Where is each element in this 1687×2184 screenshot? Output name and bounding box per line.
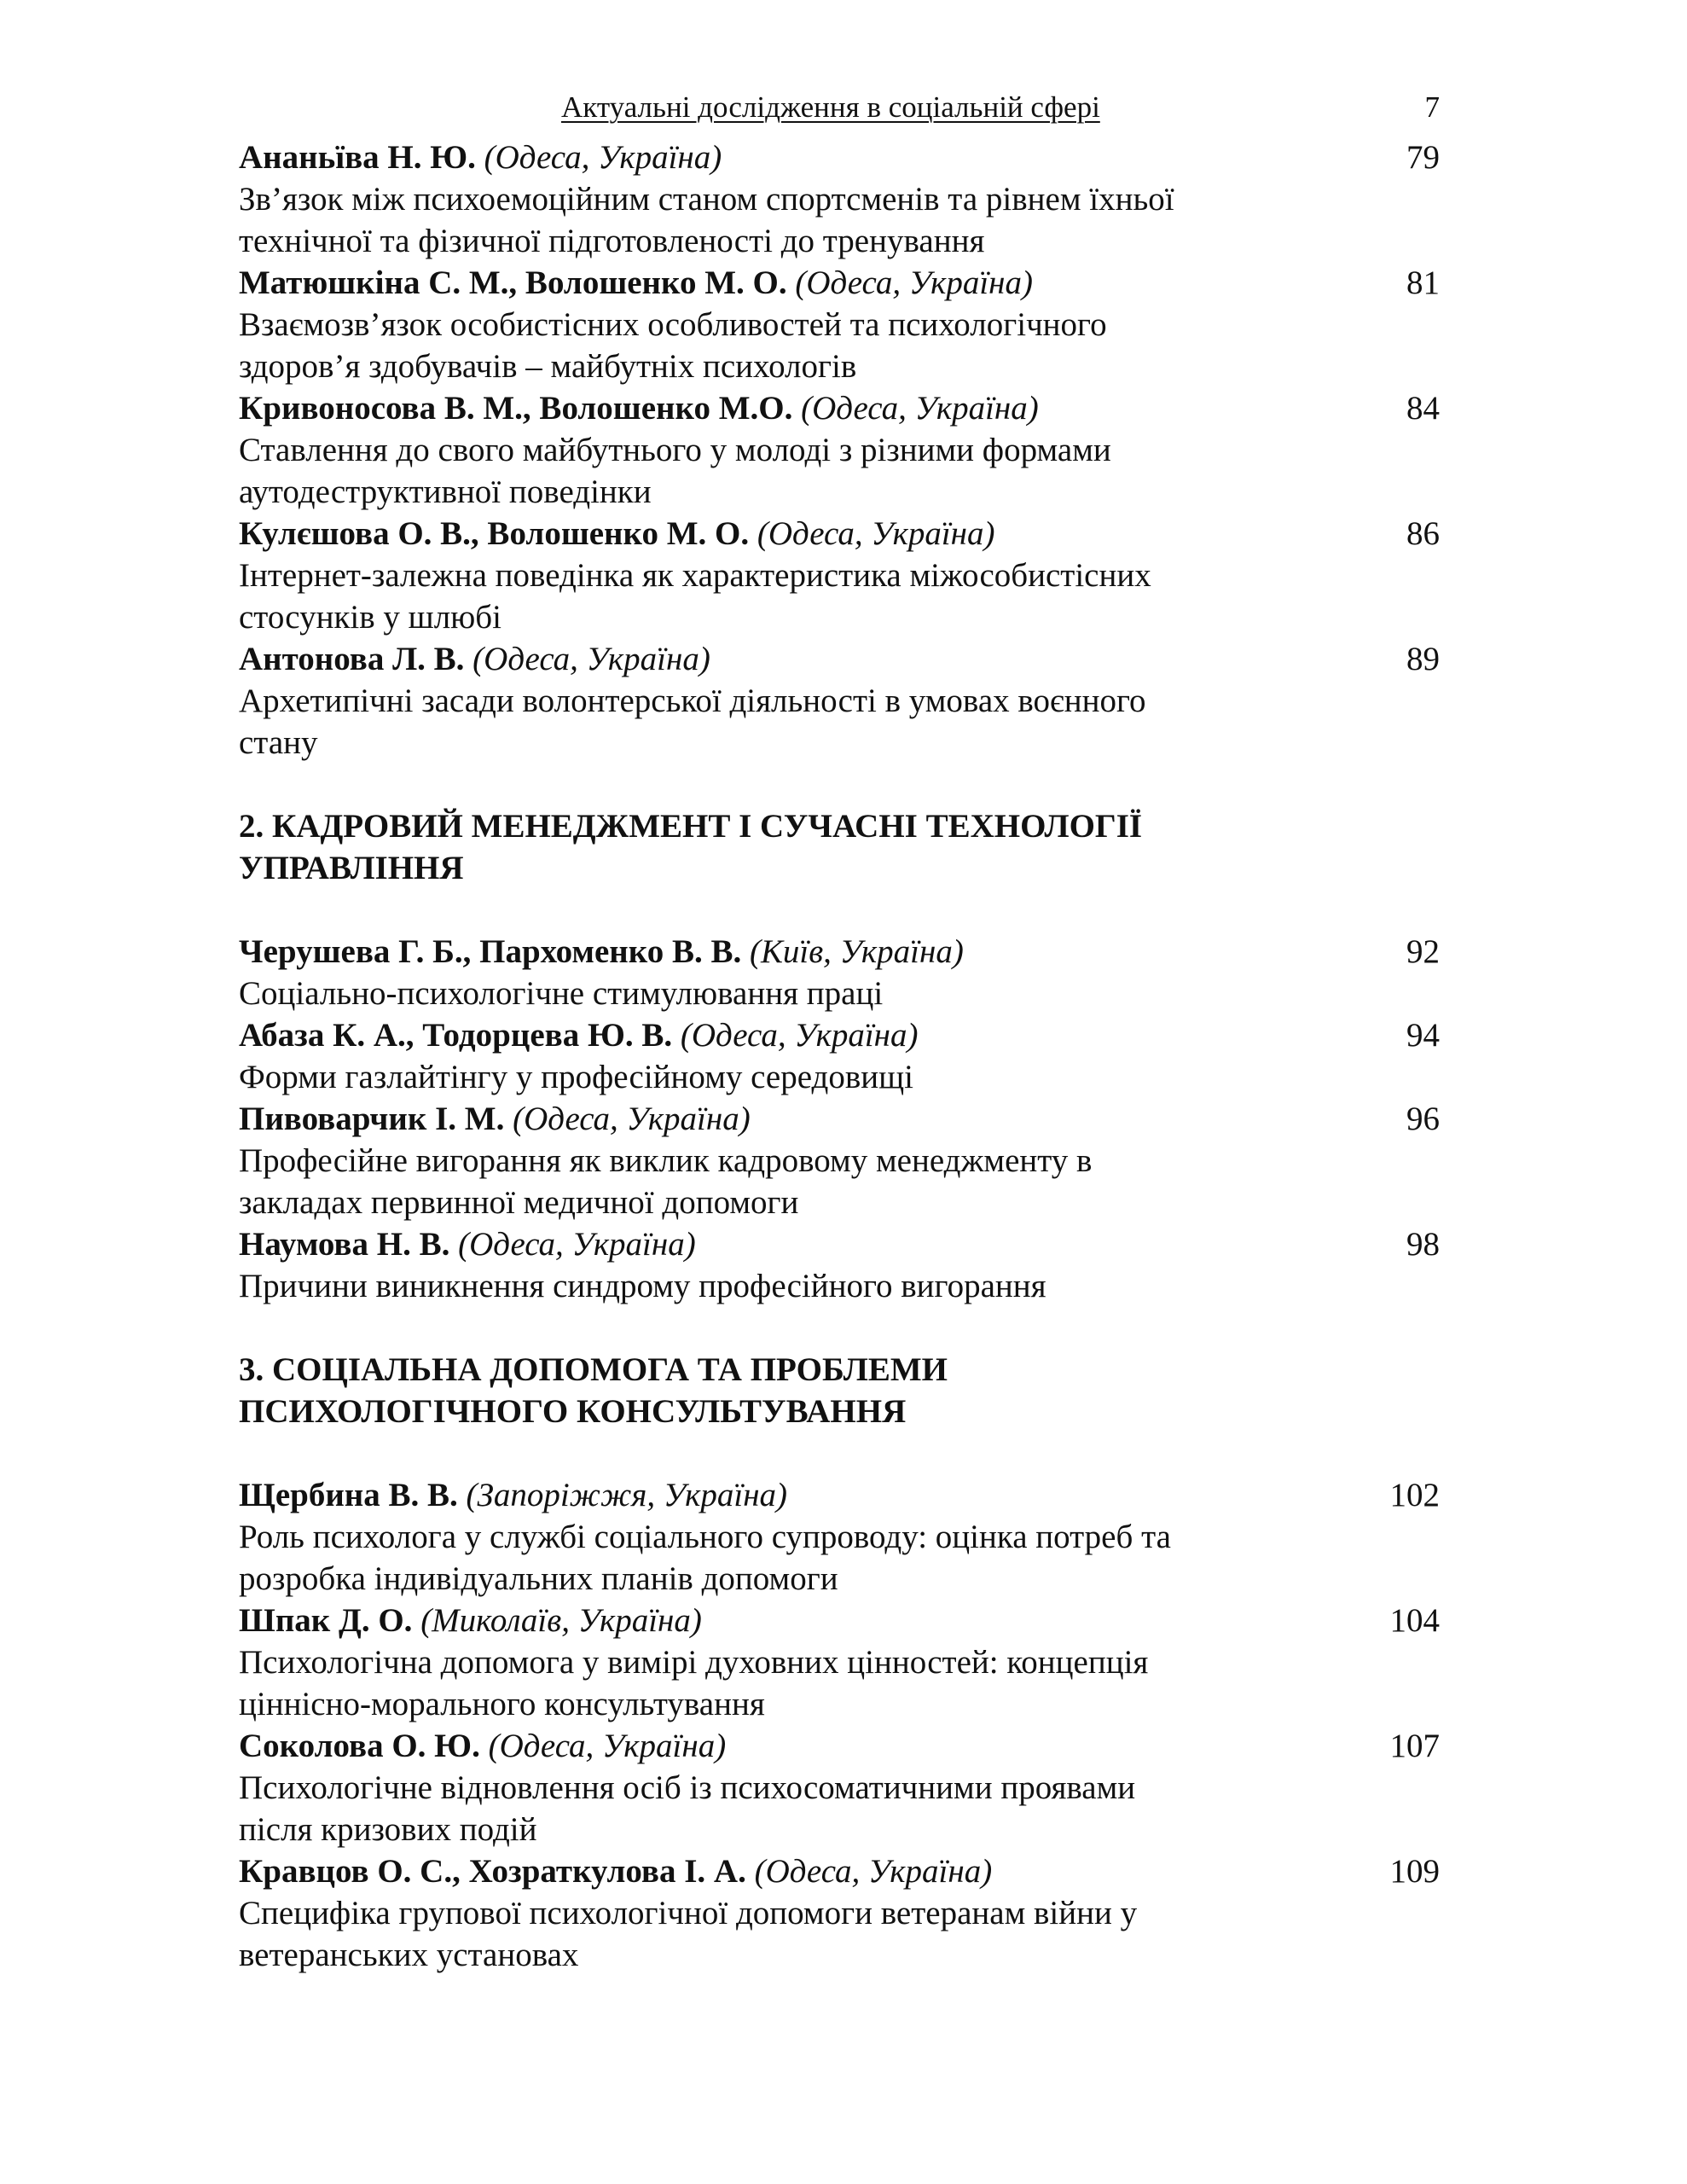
toc-entry-location: (Одеса, Україна) bbox=[472, 641, 710, 677]
toc-entry-byline bbox=[239, 262, 1033, 304]
toc-entry-byline bbox=[239, 638, 710, 680]
toc-entry-byline bbox=[239, 1098, 751, 1140]
toc-entry-head bbox=[239, 387, 1441, 429]
toc-entry-title-line: Роль психолога у службі соціального супроводу: оцінка потреб та bbox=[239, 1519, 1171, 1555]
toc-entry-authors: Антонова Л. В. bbox=[239, 641, 465, 677]
toc-entry-head bbox=[239, 136, 1441, 178]
section-heading bbox=[239, 1349, 1441, 1432]
document-page bbox=[239, 85, 1441, 1976]
toc-entry-title-line: Психологічне відновлення осіб із психосоматичними проявами bbox=[239, 1769, 1136, 1806]
toc-entry-title-line: ціннісно-морального консультування bbox=[239, 1686, 765, 1722]
toc-entry-head bbox=[239, 1850, 1441, 1892]
toc-entry-authors: Щербина В. В. bbox=[239, 1477, 458, 1513]
toc-entry-byline bbox=[239, 1474, 787, 1516]
section-heading bbox=[239, 805, 1441, 889]
toc-entry-location: (Одеса, Україна) bbox=[795, 264, 1034, 301]
toc-entry-title-line: Архетипічні засади волонтерської діяльності в умовах воєнного bbox=[239, 682, 1146, 719]
toc-entry-byline bbox=[239, 931, 964, 973]
toc-entry-page-number[interactable]: 89 bbox=[1406, 641, 1440, 677]
toc-entry-page-number[interactable]: 96 bbox=[1406, 1101, 1440, 1137]
toc-entry-authors: Соколова О. Ю. bbox=[239, 1728, 480, 1764]
toc-entry-location: (Запоріжжя, Україна) bbox=[466, 1477, 788, 1513]
toc-entry-authors: Матюшкіна С. М., Волошенко М. О. bbox=[239, 264, 787, 301]
toc-entry[interactable] bbox=[239, 1223, 1441, 1307]
toc-entry-location: (Миколаїв, Україна) bbox=[420, 1602, 702, 1639]
toc-entry-title-line: закладах первинної медичної допомоги bbox=[239, 1184, 799, 1221]
toc-entry-title-line: аутодеструктивної поведінки bbox=[239, 473, 652, 510]
toc-entry-title-line: Соціально-психологічне стимулювання праці bbox=[239, 975, 884, 1012]
toc-entry-authors: Наумова Н. В. bbox=[239, 1226, 450, 1263]
toc-entry-byline bbox=[239, 136, 722, 178]
toc-entry-authors: Ананьїва Н. Ю. bbox=[239, 139, 476, 176]
toc-entry-page-number[interactable]: 84 bbox=[1406, 390, 1440, 427]
toc-entry-page-number[interactable]: 94 bbox=[1406, 1017, 1440, 1054]
section-heading-line: ПСИХОЛОГІЧНОГО КОНСУЛЬТУВАННЯ bbox=[239, 1393, 907, 1430]
section-heading-line: 2. КАДРОВИЙ МЕНЕДЖМЕНТ І СУЧАСНІ ТЕХНОЛОГІЇ bbox=[239, 808, 1143, 845]
toc-entry-title-line: Ставлення до свого майбутнього у молоді з різними формами bbox=[239, 432, 1111, 468]
toc-entry-page-number[interactable]: 81 bbox=[1406, 264, 1440, 301]
toc-entry-head bbox=[239, 638, 1441, 680]
toc-entry-byline bbox=[239, 513, 995, 555]
toc-entry[interactable] bbox=[239, 1014, 1441, 1098]
toc-entry-location: (Одеса, Україна) bbox=[680, 1017, 919, 1054]
toc-entry-page-number[interactable]: 102 bbox=[1389, 1477, 1440, 1513]
section-heading-line: 3. СОЦІАЛЬНА ДОПОМОГА ТА ПРОБЛЕМИ bbox=[239, 1351, 948, 1388]
toc-entry-title-line: ветеранських установах bbox=[239, 1937, 579, 1973]
toc-entry-location: (Одеса, Україна) bbox=[484, 139, 722, 176]
toc-entry-head bbox=[239, 1600, 1441, 1641]
toc-entry-byline bbox=[239, 1600, 702, 1641]
toc-entry-title-line: Форми газлайтінгу у професійному середовищі bbox=[239, 1059, 914, 1095]
toc-entry[interactable] bbox=[239, 387, 1441, 513]
toc-entry-authors: Абаза К. А., Тодорцева Ю. В. bbox=[239, 1017, 673, 1054]
toc-entry-title-line: Взаємозв’язок особистісних особливостей та психологічного bbox=[239, 306, 1107, 343]
toc-entry-page-number[interactable]: 86 bbox=[1406, 515, 1440, 552]
toc-entry-byline bbox=[239, 1223, 696, 1265]
toc-entry-page-number[interactable]: 92 bbox=[1406, 933, 1440, 970]
toc-entry-title-line: Інтернет-залежна поведінка як характеристика міжособистісних bbox=[239, 557, 1151, 594]
toc-entry-head bbox=[239, 1223, 1441, 1265]
toc-entry-authors: Черушева Г. Б., Пархоменко В. В. bbox=[239, 933, 742, 970]
toc-entry[interactable] bbox=[239, 1600, 1441, 1725]
toc-entry-location: (Одеса, Україна) bbox=[458, 1226, 696, 1263]
toc-entry-title-line: розробка індивідуальних планів допомоги bbox=[239, 1560, 838, 1597]
running-header-title: Актуальні дослідження в соціальній сфері bbox=[561, 90, 1100, 124]
toc-entry-page-number[interactable]: 79 bbox=[1406, 139, 1440, 176]
toc-entry-location: (Київ, Україна) bbox=[749, 933, 964, 970]
toc-entry[interactable] bbox=[239, 1725, 1441, 1850]
toc-entry-byline bbox=[239, 387, 1039, 429]
toc-entry[interactable] bbox=[239, 136, 1441, 262]
toc-entry-byline bbox=[239, 1725, 726, 1767]
toc-entry-title-line: Причини виникнення синдрому професійного вигорання bbox=[239, 1268, 1046, 1304]
toc-entry[interactable] bbox=[239, 513, 1441, 638]
toc-entry-location: (Одеса, Україна) bbox=[513, 1101, 751, 1137]
toc-entry-page-number[interactable]: 104 bbox=[1389, 1602, 1440, 1639]
toc-entry-authors: Пивоварчик І. М. bbox=[239, 1101, 505, 1137]
toc-entry-title-line: стосунків у шлюбі bbox=[239, 599, 501, 636]
toc-entry-byline bbox=[239, 1850, 992, 1892]
toc-entry-head bbox=[239, 1014, 1441, 1056]
toc-entry-head bbox=[239, 1474, 1441, 1516]
toc-entry-head bbox=[239, 1098, 1441, 1140]
toc-entry-authors: Кривоносова В. М., Волошенко М.О. bbox=[239, 390, 793, 427]
toc-entry[interactable] bbox=[239, 638, 1441, 764]
section-heading-line: УПРАВЛІННЯ bbox=[239, 850, 464, 886]
toc-entry[interactable] bbox=[239, 262, 1441, 387]
running-header bbox=[239, 85, 1441, 136]
toc-entry-title-line: стану bbox=[239, 724, 318, 761]
toc-entry-location: (Одеса, Україна) bbox=[757, 515, 995, 552]
toc-entry-page-number[interactable]: 107 bbox=[1389, 1728, 1440, 1764]
toc-entry-location: (Одеса, Україна) bbox=[754, 1853, 993, 1890]
toc-entry-title-line: Специфіка групової психологічної допомоги ветеранам війни у bbox=[239, 1895, 1138, 1931]
toc-entry-title-line: здоров’я здобувачів – майбутніх психологів bbox=[239, 348, 857, 385]
toc-entry-title-line: Професійне вигорання як виклик кадровому менеджменту в bbox=[239, 1142, 1093, 1179]
toc-entry-authors: Шпак Д. О. bbox=[239, 1602, 413, 1639]
toc-entry-location: (Одеса, Україна) bbox=[488, 1728, 727, 1764]
toc-entry-title-line: після кризових подій bbox=[239, 1811, 537, 1848]
table-of-contents bbox=[239, 136, 1441, 1976]
toc-entry-authors: Кулєшова О. В., Волошенко М. О. bbox=[239, 515, 750, 552]
toc-entry-location: (Одеса, Україна) bbox=[801, 390, 1039, 427]
toc-entry[interactable] bbox=[239, 1474, 1441, 1600]
toc-entry[interactable] bbox=[239, 1098, 1441, 1223]
toc-entry-title-line: Зв’язок між психоемоційним станом спортсменів та рівнем їхньої bbox=[239, 181, 1174, 218]
toc-entry-byline bbox=[239, 1014, 919, 1056]
toc-entry[interactable] bbox=[239, 1850, 1441, 1976]
toc-entry-head bbox=[239, 513, 1441, 555]
toc-entry-head bbox=[239, 1725, 1441, 1767]
toc-entry-head bbox=[239, 262, 1441, 304]
toc-entry[interactable] bbox=[239, 931, 1441, 1014]
toc-entry-title-line: технічної та фізичної підготовленості до тренування bbox=[239, 223, 985, 259]
toc-entry-page-number[interactable]: 98 bbox=[1406, 1226, 1440, 1263]
toc-entry-head bbox=[239, 931, 1441, 973]
toc-entry-title-line: Психологічна допомога у вимірі духовних цінностей: концепція bbox=[239, 1644, 1149, 1681]
page-number: 7 bbox=[1424, 90, 1440, 124]
toc-entry-authors: Кравцов О. С., Хозраткулова І. А. bbox=[239, 1853, 746, 1890]
toc-entry-page-number[interactable]: 109 bbox=[1389, 1853, 1440, 1890]
